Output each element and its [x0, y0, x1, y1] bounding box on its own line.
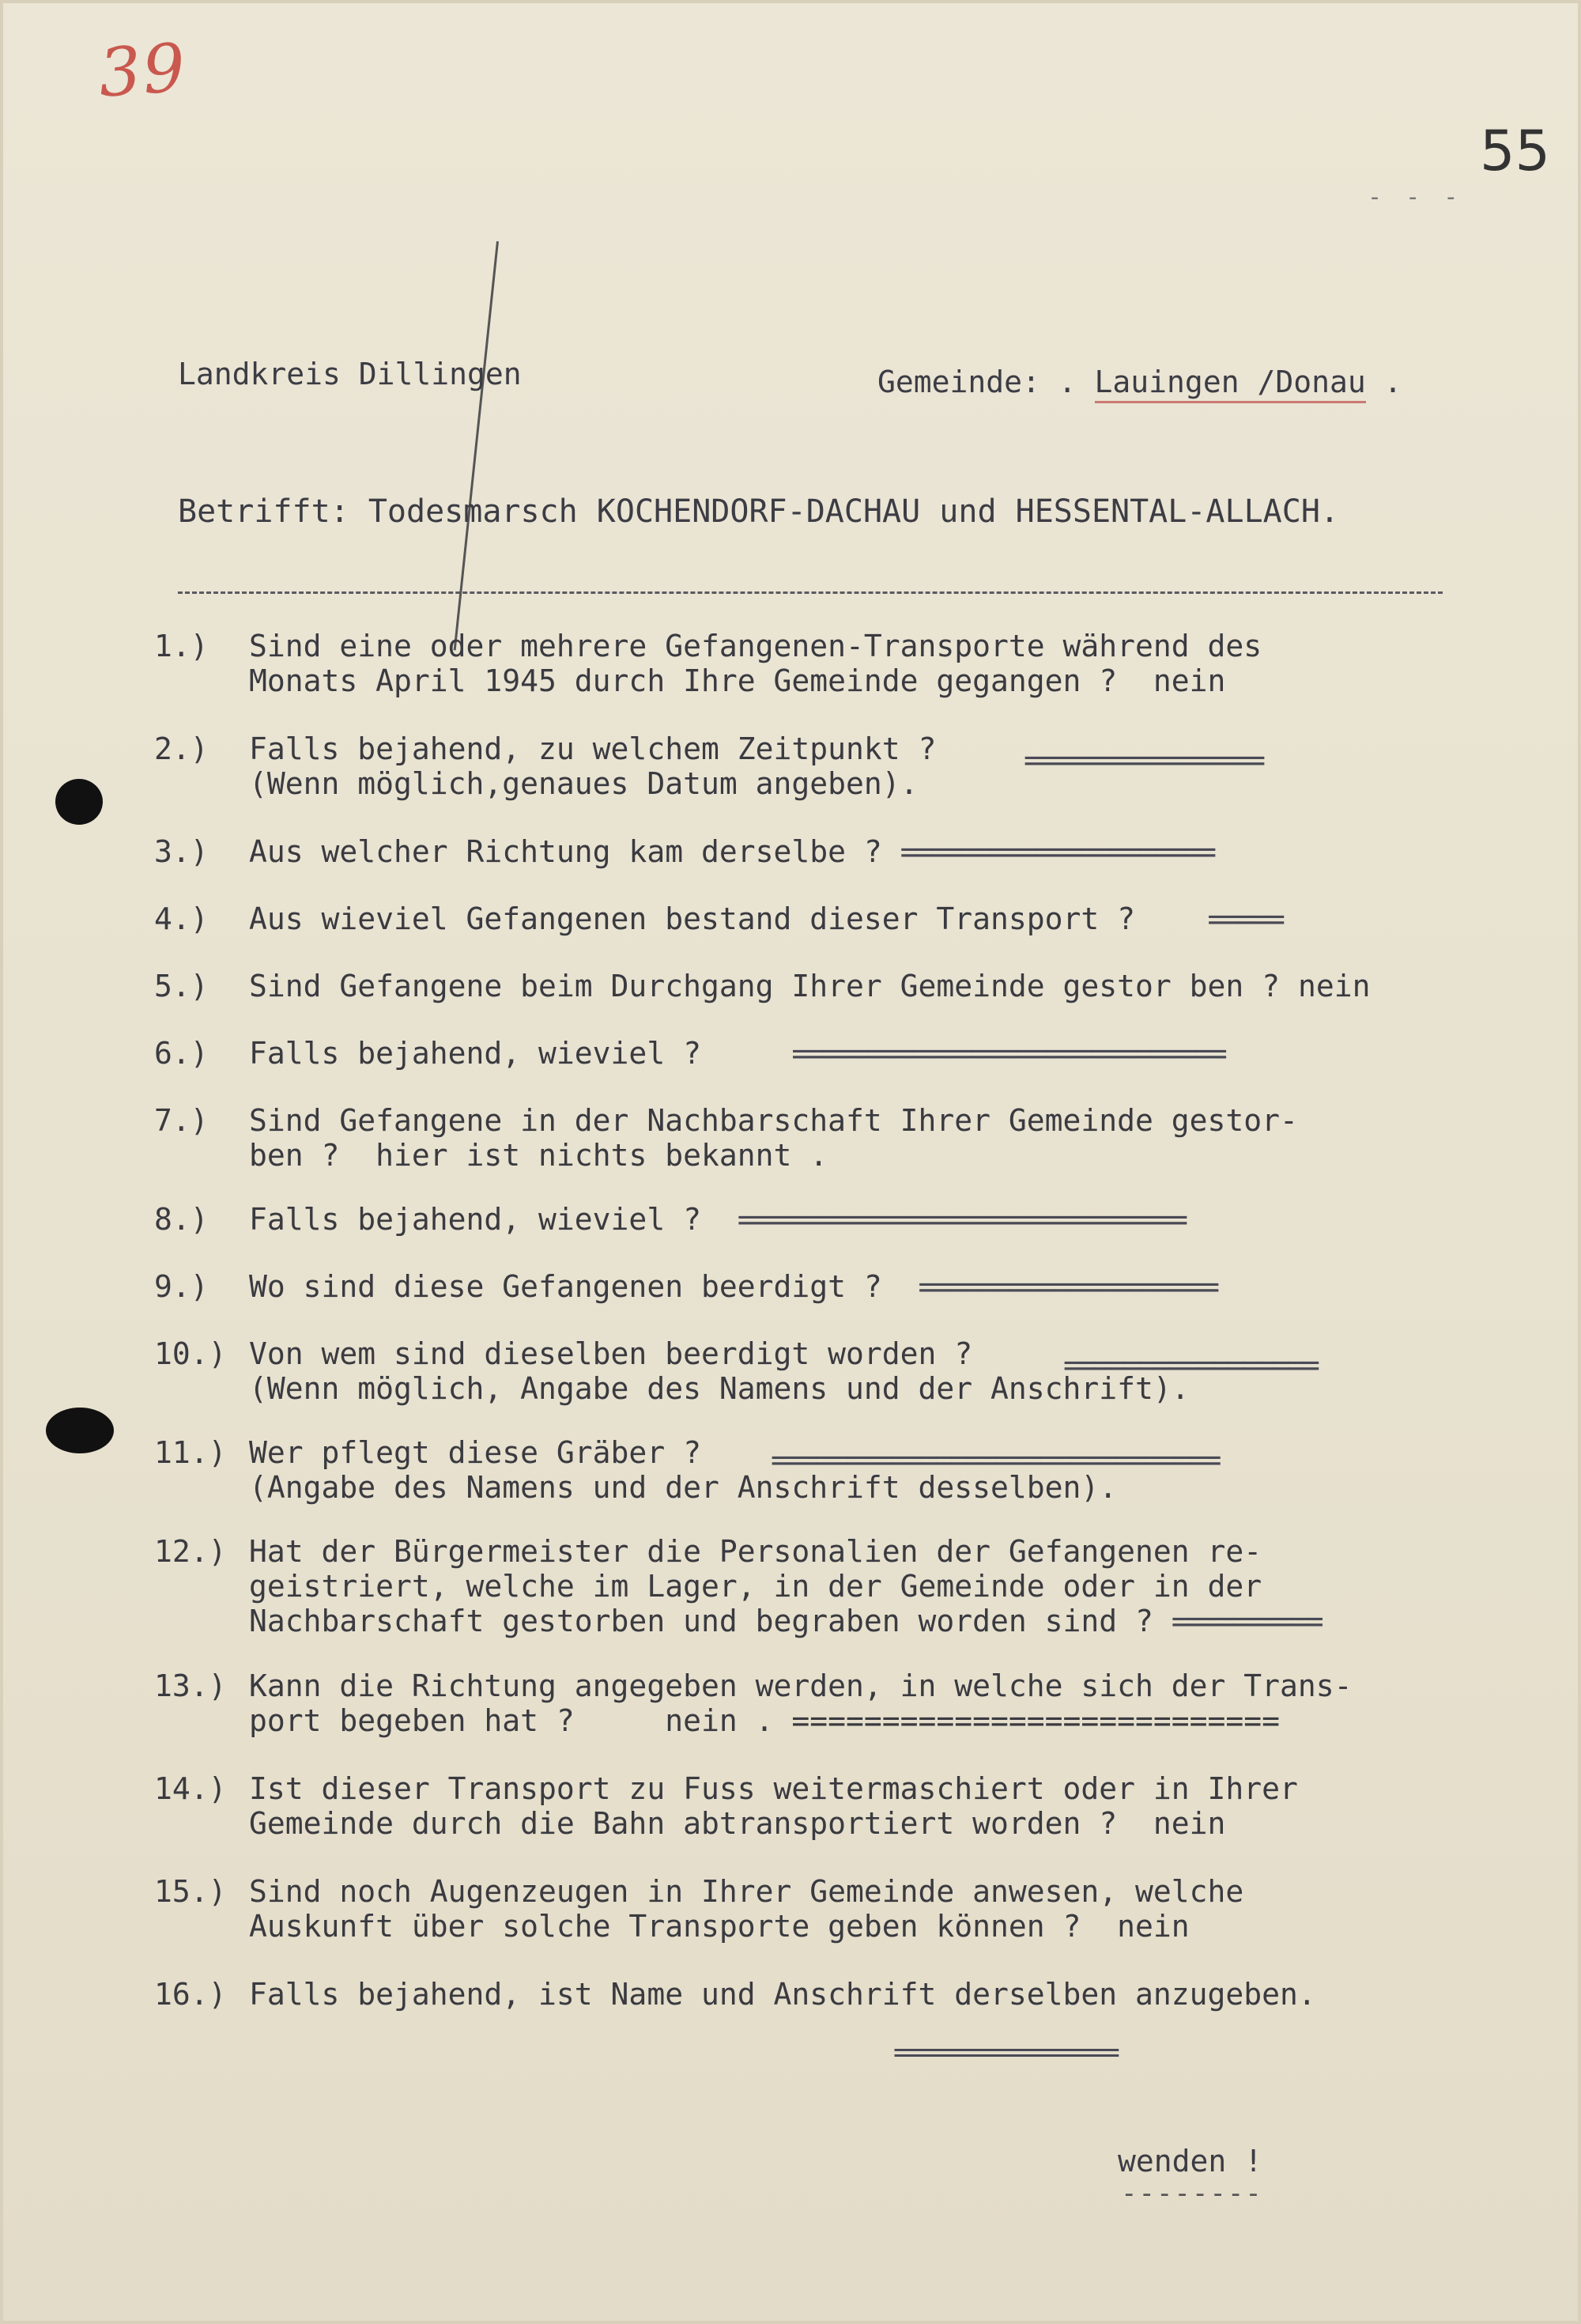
question-12: [154, 1534, 1506, 1638]
question-answer: ==============================: [737, 1202, 1186, 1237]
question-answer: =============================: [791, 1036, 1224, 1071]
handwritten-archive-number: 39: [96, 28, 190, 112]
pen-stroke: [454, 241, 499, 650]
question-answer: nein: [1153, 663, 1226, 698]
question-answer: ==========: [1171, 1604, 1321, 1638]
question-text: Aus welcher Richtung kam derselbe ?: [249, 834, 882, 869]
corner-marks: - - -: [1368, 183, 1463, 211]
question-text: Aus wieviel Gefangenen bestand dieser Transport ?: [249, 901, 1136, 936]
question-text: Sind eine oder mehrere Gefangenen-Transporte während des Monats April 1945 durch Ihre Gemeinde gegangen ?: [249, 629, 1262, 698]
question-text: Hat der Bürgermeister die Personalien der Gefangenen re- geistriert, welche im Lager, in der Gemeinde oder in der Nachbarschaft gestorben und begraben worden sind ?: [249, 1534, 1262, 1638]
question-number: 5.): [154, 969, 209, 1003]
question-answer: ================: [893, 2036, 1117, 2069]
question-text: Sind noch Augenzeugen in Ihrer Gemeinde anwesen, welche Auskunft über solche Transporte geben können ?: [249, 1874, 1244, 1944]
page-number: 55: [1480, 119, 1551, 183]
turn-over-note: wenden !: [1118, 2144, 1263, 2179]
question-14: [154, 1771, 1506, 1841]
question-number: 16.): [154, 1977, 227, 2012]
question-6: [154, 1036, 1506, 1071]
gemeinde-value: Lauingen /Donau: [1095, 365, 1366, 403]
question-text: Falls bejahend, wieviel ?: [249, 1202, 701, 1237]
question-number: 2.): [154, 731, 209, 766]
landkreis-label: Landkreis Dillingen: [178, 357, 522, 391]
question-number: 3.): [154, 834, 209, 869]
question-number: 8.): [154, 1202, 209, 1237]
question-7: [154, 1103, 1506, 1173]
question-text: Kann die Richtung angegeben werden, in welche sich der Trans- port begeben hat ?: [249, 1668, 1353, 1738]
question-number: 13.): [154, 1668, 227, 1703]
question-3: [154, 834, 1506, 869]
subject-line: Betrifft: Todesmarsch KOCHENDORF-DACHAU und HESSENTAL-ALLACH.: [178, 493, 1340, 530]
gemeinde-line: Gemeinde: . Lauingen /Donau .: [877, 365, 1402, 399]
question-4: [154, 901, 1506, 936]
question-text: Falls bejahend, wieviel ?: [249, 1036, 701, 1071]
question-text: Wo sind diese Gefangenen beerdigt ?: [249, 1269, 882, 1304]
question-answer: ====================: [918, 1269, 1217, 1304]
question-number: 14.): [154, 1771, 227, 1806]
question-answer: nein: [1153, 1806, 1226, 1841]
question-2: [154, 731, 1506, 801]
question-number: 1.): [154, 629, 209, 663]
question-8: [154, 1202, 1506, 1237]
question-1: [154, 629, 1506, 698]
question-answer: nein: [1297, 969, 1371, 1003]
question-text: Ist dieser Transport zu Fuss weitermaschiert oder in Ihrer Gemeinde durch die Bahn abtransportiert worden ?: [249, 1771, 1298, 1841]
question-answer: hier ist nichts bekannt .: [375, 1138, 828, 1173]
question-text: Falls bejahend, ist Name und Anschrift derselben anzugeben.: [249, 1977, 1316, 2012]
question-answer: ================: [1024, 743, 1263, 777]
question-number: 11.): [154, 1435, 227, 1470]
question-answer: nein . ===========================: [665, 1703, 1281, 1738]
gemeinde-label: Gemeinde:: [877, 365, 1040, 399]
question-text: Falls bejahend, zu welchem Zeitpunkt ? (Wenn möglich,genaues Datum angeben).: [249, 731, 937, 801]
question-5: [154, 969, 1506, 1003]
question-text: Sind Gefangene in der Nachbarschaft Ihrer Gemeinde gestor- ben ?: [249, 1103, 1298, 1173]
question-16: [154, 1977, 1506, 2012]
question-number: 4.): [154, 901, 209, 936]
question-number: 10.): [154, 1336, 227, 1371]
question-answer: =====================: [900, 834, 1214, 869]
question-text: Wer pflegt diese Gräber ? (Angabe des Namens und der Anschrift desselben).: [249, 1435, 1118, 1505]
question-15: [154, 1874, 1506, 1944]
question-text: Von wem sind dieselben beerdigt worden ? (Wenn möglich, Angabe des Namens und der Anschrift).: [249, 1336, 1190, 1406]
question-13: [154, 1668, 1506, 1738]
question-9: [154, 1269, 1506, 1304]
turn-over-underline: --------: [1121, 2178, 1263, 2209]
question-text: Sind Gefangene beim Durchgang Ihrer Gemeinde gestor ben ?: [249, 969, 1281, 1003]
question-answer: nein: [1117, 1909, 1190, 1944]
question-number: 15.): [154, 1874, 227, 1909]
punch-hole-upper: [55, 779, 103, 825]
question-answer: ==============================: [771, 1442, 1219, 1477]
question-answer: =================: [1063, 1347, 1317, 1382]
question-number: 12.): [154, 1534, 227, 1569]
question-answer: =====: [1207, 901, 1282, 936]
question-number: 7.): [154, 1103, 209, 1138]
separator-dashed-line: [178, 591, 1443, 594]
question-number: 9.): [154, 1269, 209, 1304]
question-number: 6.): [154, 1036, 209, 1071]
punch-hole-lower: [46, 1408, 114, 1453]
